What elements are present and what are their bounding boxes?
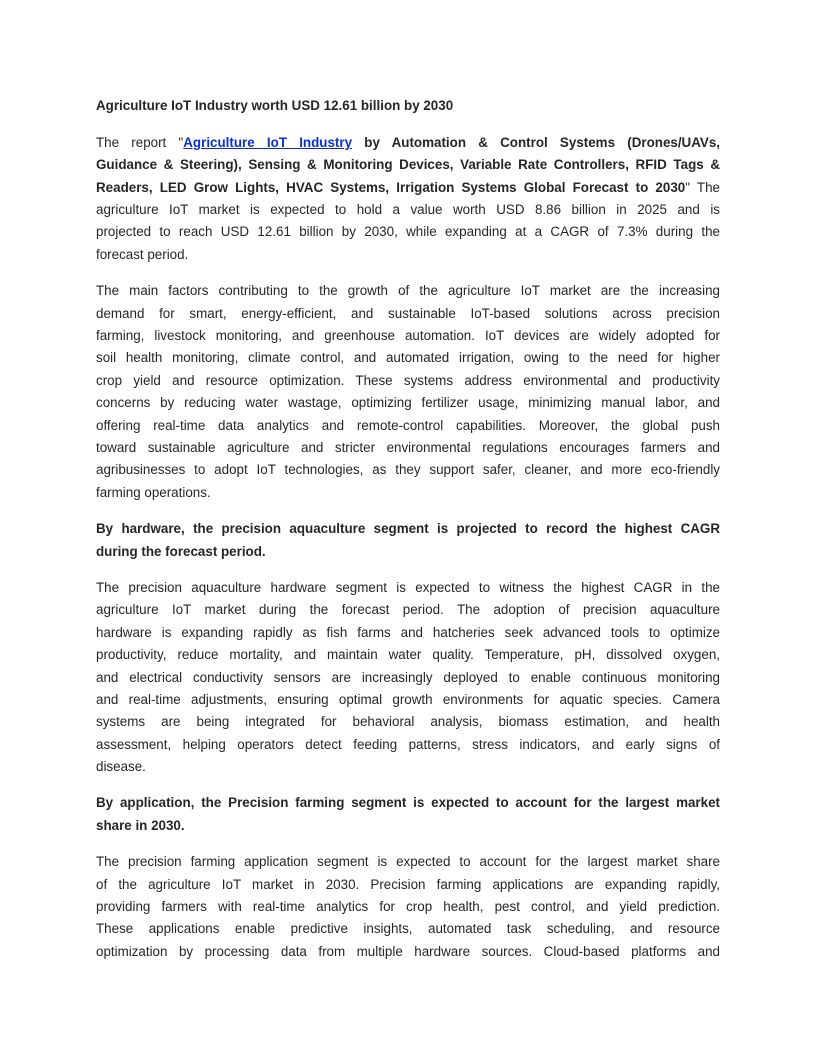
text-line: The main factors contributing to the growth of the agriculture IoT market are the increasing — [96, 283, 720, 299]
text-line: The precision farming application segment is expected to account for the largest market share — [96, 854, 720, 870]
text-line: offering real-time data analytics and remote-control capabilities. Moreover, the global push — [96, 417, 720, 433]
report-title-text: by Automation & Control Systems (Drones/UAVs, — [352, 134, 721, 150]
text-line: optimization by processing data from multiple hardware sources. Cloud-based platforms and — [96, 943, 720, 959]
report-title-text: Readers, LED Grow Lights, HVAC Systems, Irrigation Systems Global Forecast to 2030 — [96, 179, 686, 195]
body-paragraph — [96, 577, 720, 779]
section-heading — [96, 792, 720, 837]
text-line: providing farmers with real-time analytics for crop health, pest control, and yield prediction. — [96, 899, 720, 915]
document-body — [96, 280, 720, 963]
text-line: agribusinesses to adopt IoT technologies, as they support safer, cleaner, and more eco-friendly — [96, 462, 720, 478]
text-line: The precision aquaculture hardware segment is expected to witness the highest CAGR in the — [96, 579, 720, 595]
text-line — [96, 177, 720, 199]
text-line: during the forecast period. — [96, 543, 266, 559]
text-line: crop yield and resource optimization. These systems address environmental and productivity — [96, 372, 720, 388]
text-line: concerns by reducing water wastage, optimizing fertilizer usage, minimizing manual labor, and — [96, 395, 720, 411]
text-line: forecast period. — [96, 246, 189, 262]
text-line: toward sustainable agriculture and stricter environmental regulations encourages farmers and — [96, 439, 720, 455]
text-span: " The — [685, 179, 720, 195]
intro-paragraph — [96, 132, 720, 266]
text-line: assessment, helping operators detect feeding patterns, stress indicators, and early signs of — [96, 736, 720, 752]
text-line: of the agriculture IoT market in 2030. Precision farming applications are expanding rapidly, — [96, 876, 720, 892]
text-line: farming, livestock monitoring, and greenhouse automation. IoT devices are widely adopted for — [96, 328, 720, 344]
section-heading — [96, 518, 720, 563]
text-line: farming operations. — [96, 484, 211, 500]
text-line — [96, 132, 720, 154]
text-line: By hardware, the precision aquaculture segment is projected to record the highest CAGR — [96, 521, 720, 537]
text-line: demand for smart, energy-efficient, and sustainable IoT-based solutions across precision — [96, 305, 720, 321]
text-line: hardware is expanding rapidly as fish farms and hatcheries seek advanced tools to optimize — [96, 624, 720, 640]
text-line: agriculture IoT market during the forecast period. The adoption of precision aquaculture — [96, 602, 720, 618]
text-line: systems are being integrated for behavioral analysis, biomass estimation, and health — [96, 714, 720, 730]
text-line: and real-time adjustments, ensuring optimal growth environments for aquatic species. Camera — [96, 691, 720, 707]
text-span: The report " — [96, 134, 184, 150]
text-line: share in 2030. — [96, 817, 185, 833]
report-link[interactable]: Agriculture IoT Industry — [183, 134, 353, 150]
text-line: productivity, reduce mortality, and maintain water quality. Temperature, pH, dissolved oxygen, — [96, 647, 720, 663]
body-paragraph — [96, 280, 720, 504]
text-line: agriculture IoT market is expected to hold a value worth USD 8.86 billion in 2025 and is — [96, 202, 720, 218]
document-title: Agriculture IoT Industry worth USD 12.61 billion by 2030 — [96, 98, 454, 113]
text-line: By application, the Precision farming segment is expected to account for the largest market — [96, 795, 720, 811]
text-line: projected to reach USD 12.61 billion by 2030, while expanding at a CAGR of 7.3% during the — [96, 224, 720, 240]
text-line: and electrical conductivity sensors are increasingly deployed to enable continuous monitoring — [96, 669, 720, 685]
text-line: Guidance & Steering), Sensing & Monitoring Devices, Variable Rate Controllers, RFID Tags & — [96, 157, 720, 173]
text-line: soil health monitoring, climate control, and automated irrigation, owing to the need for higher — [96, 350, 720, 366]
body-paragraph — [96, 851, 720, 963]
text-line: These applications enable predictive insights, automated task scheduling, and resource — [96, 921, 720, 937]
text-line: disease. — [96, 759, 146, 775]
document-page — [96, 95, 720, 977]
